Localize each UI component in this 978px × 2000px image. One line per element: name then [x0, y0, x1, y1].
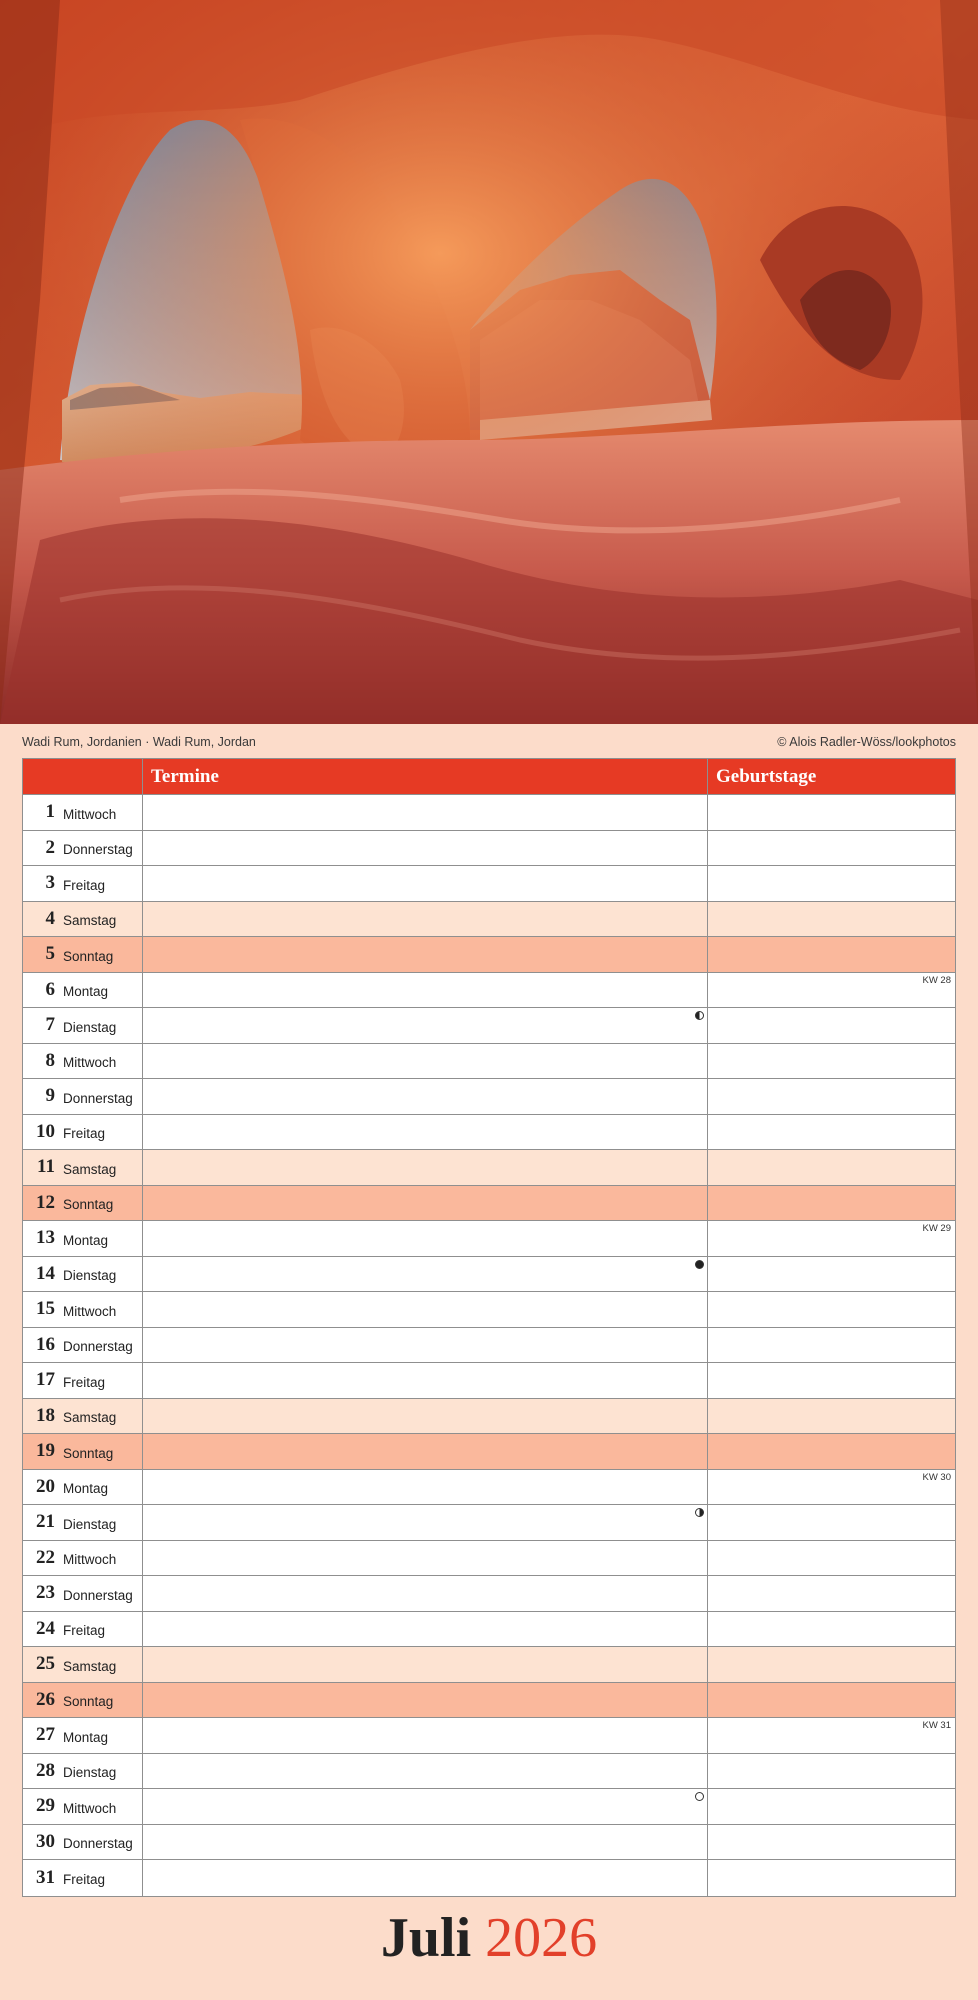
- day-cell: [23, 1044, 143, 1079]
- calendar-week-label: KW 31: [922, 1720, 951, 1731]
- geburtstage-cell[interactable]: [708, 1541, 955, 1576]
- calendar-day-row: [23, 1860, 955, 1896]
- geburtstage-cell[interactable]: [708, 1150, 955, 1185]
- termine-cell[interactable]: [143, 973, 708, 1008]
- calendar-week-label: KW 29: [922, 1223, 951, 1234]
- weekday-name: Donnerstag: [63, 1090, 133, 1106]
- moon-phase-last-icon: [695, 1011, 704, 1020]
- weekday-name: Mittwoch: [63, 1055, 117, 1071]
- calendar-day-row: [23, 1044, 955, 1080]
- weekday-name: Freitag: [63, 877, 106, 893]
- geburtstage-cell[interactable]: [708, 795, 955, 830]
- weekday-name: Sonntag: [63, 1694, 114, 1710]
- day-number: 2: [45, 836, 55, 858]
- termine-cell[interactable]: [143, 1860, 708, 1896]
- calendar-day-row: [23, 937, 955, 973]
- calendar-day-row: [23, 1647, 955, 1683]
- day-cell: [23, 1647, 143, 1682]
- day-number: 17: [36, 1369, 55, 1391]
- day-cell: [23, 1186, 143, 1221]
- calendar-day-row: [23, 1363, 955, 1399]
- weekday-name: Dienstag: [63, 1019, 117, 1035]
- weekday-name: Freitag: [63, 1126, 106, 1142]
- geburtstage-cell[interactable]: [708, 831, 955, 866]
- day-number: 7: [45, 1014, 55, 1036]
- day-number: 10: [36, 1120, 55, 1142]
- weekday-name: Dienstag: [63, 1268, 117, 1284]
- day-cell: [23, 1860, 143, 1896]
- day-number: 5: [45, 943, 55, 965]
- calendar-day-row: [23, 973, 955, 1009]
- day-cell: [23, 902, 143, 937]
- day-cell: [23, 831, 143, 866]
- day-number: 22: [36, 1546, 55, 1568]
- day-cell: [23, 1825, 143, 1860]
- termine-cell[interactable]: [143, 1470, 708, 1505]
- termine-cell[interactable]: [143, 1505, 708, 1540]
- geburtstage-cell[interactable]: [708, 1221, 955, 1256]
- calendar-day-row: [23, 1115, 955, 1151]
- calendar-table: [22, 758, 956, 1897]
- weekday-name: Sonntag: [63, 948, 114, 964]
- geburtstage-cell[interactable]: [708, 1718, 955, 1753]
- day-cell: [23, 1789, 143, 1824]
- day-number: 16: [36, 1333, 55, 1355]
- geburtstage-cell[interactable]: [708, 1186, 955, 1221]
- weekday-name: Mittwoch: [63, 806, 117, 822]
- geburtstage-cell[interactable]: [708, 1647, 955, 1682]
- month-name: Juli: [380, 1907, 472, 1969]
- calendar-photo: [0, 0, 978, 724]
- day-number: 4: [45, 907, 55, 929]
- day-cell: [23, 1399, 143, 1434]
- termine-cell[interactable]: [143, 1079, 708, 1114]
- termine-cell[interactable]: [143, 1292, 708, 1327]
- geburtstage-cell[interactable]: [708, 1754, 955, 1789]
- day-number: 12: [36, 1191, 55, 1213]
- weekday-name: Mittwoch: [63, 1303, 117, 1319]
- header-day-column: [23, 759, 143, 794]
- day-cell: [23, 1718, 143, 1753]
- header-termine: Termine: [143, 759, 708, 794]
- day-number: 25: [36, 1653, 55, 1675]
- day-cell: [23, 1612, 143, 1647]
- termine-cell[interactable]: [143, 1399, 708, 1434]
- weekday-name: Freitag: [63, 1623, 106, 1639]
- day-cell: [23, 1257, 143, 1292]
- termine-cell[interactable]: [143, 831, 708, 866]
- calendar-day-row: [23, 1257, 955, 1293]
- photo-caption: [22, 733, 956, 751]
- weekday-name: Donnerstag: [63, 842, 133, 858]
- weekday-name: Samstag: [63, 1658, 117, 1674]
- termine-cell[interactable]: [143, 1044, 708, 1079]
- calendar-day-row: [23, 1470, 955, 1506]
- weekday-name: Montag: [63, 1232, 109, 1248]
- termine-cell[interactable]: [143, 1541, 708, 1576]
- header-geburtstage: Geburtstage: [716, 765, 817, 787]
- calendar-day-row: [23, 1754, 955, 1790]
- termine-cell[interactable]: [143, 1328, 708, 1363]
- geburtstage-cell[interactable]: [708, 866, 955, 901]
- calendar-day-row: [23, 1683, 955, 1719]
- termine-cell[interactable]: [143, 902, 708, 937]
- day-number: 28: [36, 1759, 55, 1781]
- geburtstage-cell[interactable]: [708, 1434, 955, 1469]
- day-number: 9: [45, 1085, 55, 1107]
- day-cell: [23, 1541, 143, 1576]
- weekday-name: Sonntag: [63, 1445, 114, 1461]
- weekday-name: Freitag: [63, 1374, 106, 1390]
- calendar-day-row: [23, 795, 955, 831]
- day-cell: [23, 795, 143, 830]
- calendar-day-row: [23, 1718, 955, 1754]
- calendar-day-row: [23, 831, 955, 867]
- geburtstage-cell[interactable]: [708, 1470, 955, 1505]
- termine-cell[interactable]: [143, 1612, 708, 1647]
- weekday-name: Montag: [63, 984, 109, 1000]
- day-cell: [23, 1221, 143, 1256]
- termine-cell[interactable]: [143, 1754, 708, 1789]
- calendar-day-row: [23, 1612, 955, 1648]
- termine-cell[interactable]: [143, 866, 708, 901]
- geburtstage-cell[interactable]: [708, 973, 955, 1008]
- day-number: 1: [45, 801, 55, 823]
- day-number: 21: [36, 1511, 55, 1533]
- calendar-day-row: [23, 902, 955, 938]
- calendar-day-row: [23, 1328, 955, 1364]
- geburtstage-cell[interactable]: [708, 1612, 955, 1647]
- day-cell: [23, 866, 143, 901]
- weekday-name: Sonntag: [63, 1197, 114, 1213]
- day-cell: [23, 1470, 143, 1505]
- termine-cell[interactable]: [143, 937, 708, 972]
- calendar-day-row: [23, 1221, 955, 1257]
- calendar-day-row: [23, 1825, 955, 1861]
- geburtstage-cell[interactable]: [708, 1079, 955, 1114]
- calendar-day-row: [23, 1292, 955, 1328]
- calendar-rows: [23, 795, 955, 1896]
- calendar-day-row: [23, 1079, 955, 1115]
- day-number: 14: [36, 1262, 55, 1284]
- weekday-name: Mittwoch: [63, 1552, 117, 1568]
- day-number: 27: [36, 1724, 55, 1746]
- sandstone-arch-photo: [0, 0, 978, 724]
- weekday-name: Freitag: [63, 1872, 106, 1888]
- weekday-name: Montag: [63, 1729, 109, 1745]
- day-cell: [23, 1754, 143, 1789]
- weekday-name: Donnerstag: [63, 1836, 133, 1852]
- calendar-day-row: [23, 1186, 955, 1222]
- termine-cell[interactable]: [143, 795, 708, 830]
- geburtstage-cell[interactable]: [708, 1363, 955, 1398]
- geburtstage-cell[interactable]: [708, 1505, 955, 1540]
- calendar-day-row: [23, 1150, 955, 1186]
- termine-cell[interactable]: [143, 1150, 708, 1185]
- day-number: 31: [36, 1866, 55, 1888]
- geburtstage-cell[interactable]: [708, 1328, 955, 1363]
- day-number: 18: [36, 1404, 55, 1426]
- geburtstage-cell[interactable]: [708, 937, 955, 972]
- geburtstage-cell[interactable]: [708, 1399, 955, 1434]
- moon-phase-new-icon: [695, 1260, 704, 1269]
- day-cell: [23, 1328, 143, 1363]
- day-number: 30: [36, 1830, 55, 1852]
- moon-phase-first-icon: [695, 1508, 704, 1517]
- day-cell: [23, 1683, 143, 1718]
- day-number: 15: [36, 1298, 55, 1320]
- day-number: 11: [37, 1156, 55, 1178]
- day-number: 6: [45, 978, 55, 1000]
- moon-phase-full-icon: [695, 1792, 704, 1801]
- termine-cell[interactable]: [143, 1115, 708, 1150]
- termine-cell[interactable]: [143, 1647, 708, 1682]
- day-cell: [23, 973, 143, 1008]
- day-number: 13: [36, 1227, 55, 1249]
- day-number: 20: [36, 1475, 55, 1497]
- geburtstage-cell[interactable]: [708, 1292, 955, 1327]
- calendar-week-label: KW 30: [922, 1471, 951, 1483]
- caption-location: Wadi Rum, Jordanien · Wadi Rum, Jordan: [22, 735, 256, 749]
- weekday-name: Samstag: [63, 1161, 117, 1177]
- geburtstage-cell[interactable]: [708, 1683, 955, 1718]
- day-cell: [23, 1115, 143, 1150]
- day-number: 8: [45, 1049, 55, 1071]
- termine-cell[interactable]: [143, 1221, 708, 1256]
- day-number: 24: [36, 1617, 55, 1639]
- geburtstage-cell[interactable]: [708, 1044, 955, 1079]
- day-cell: [23, 937, 143, 972]
- termine-cell[interactable]: [143, 1186, 708, 1221]
- day-number: 3: [45, 872, 55, 894]
- calendar-day-row: [23, 1008, 955, 1044]
- calendar-day-row: [23, 1789, 955, 1825]
- termine-cell[interactable]: [143, 1718, 708, 1753]
- calendar-day-row: [23, 1541, 955, 1577]
- calendar-day-row: [23, 866, 955, 902]
- month-title: [0, 1898, 978, 1978]
- termine-cell[interactable]: [143, 1789, 708, 1824]
- geburtstage-cell[interactable]: [708, 1008, 955, 1043]
- termine-cell[interactable]: [143, 1434, 708, 1469]
- day-cell: [23, 1008, 143, 1043]
- day-cell: [23, 1434, 143, 1469]
- geburtstage-cell[interactable]: [708, 1115, 955, 1150]
- day-number: 29: [36, 1795, 55, 1817]
- termine-cell[interactable]: [143, 1257, 708, 1292]
- caption-credit: © Alois Radler-Wöss/lookphotos: [777, 735, 956, 749]
- termine-cell[interactable]: [143, 1683, 708, 1718]
- termine-cell[interactable]: [143, 1008, 708, 1043]
- weekday-name: Montag: [63, 1481, 109, 1497]
- termine-cell[interactable]: [143, 1825, 708, 1860]
- year: 2026: [485, 1907, 598, 1969]
- weekday-name: Donnerstag: [63, 1587, 133, 1603]
- calendar-day-row: [23, 1505, 955, 1541]
- weekday-name: Dienstag: [63, 1516, 117, 1532]
- geburtstage-cell[interactable]: [708, 902, 955, 937]
- day-number: 23: [36, 1582, 55, 1604]
- geburtstage-cell[interactable]: [708, 1257, 955, 1292]
- calendar-day-row: [23, 1576, 955, 1612]
- day-cell: [23, 1505, 143, 1540]
- day-cell: [23, 1292, 143, 1327]
- weekday-name: Samstag: [63, 1410, 117, 1426]
- weekday-name: Dienstag: [63, 1765, 117, 1781]
- day-cell: [23, 1363, 143, 1398]
- weekday-name: Mittwoch: [63, 1800, 117, 1816]
- day-cell: [23, 1079, 143, 1114]
- weekday-name: Donnerstag: [63, 1339, 133, 1355]
- termine-cell[interactable]: [143, 1363, 708, 1398]
- calendar-header-row: [23, 759, 955, 795]
- day-cell: [23, 1576, 143, 1611]
- day-cell: [23, 1150, 143, 1185]
- calendar-day-row: [23, 1434, 955, 1470]
- calendar-week-label: KW 28: [922, 974, 951, 986]
- geburtstage-cell[interactable]: [708, 1860, 955, 1896]
- geburtstage-cell[interactable]: [708, 1825, 955, 1860]
- geburtstage-cell[interactable]: [708, 1789, 955, 1824]
- day-number: 26: [36, 1688, 55, 1710]
- calendar-day-row: [23, 1399, 955, 1435]
- day-number: 19: [36, 1440, 55, 1462]
- geburtstage-cell[interactable]: [708, 1576, 955, 1611]
- termine-cell[interactable]: [143, 1576, 708, 1611]
- weekday-name: Samstag: [63, 913, 117, 929]
